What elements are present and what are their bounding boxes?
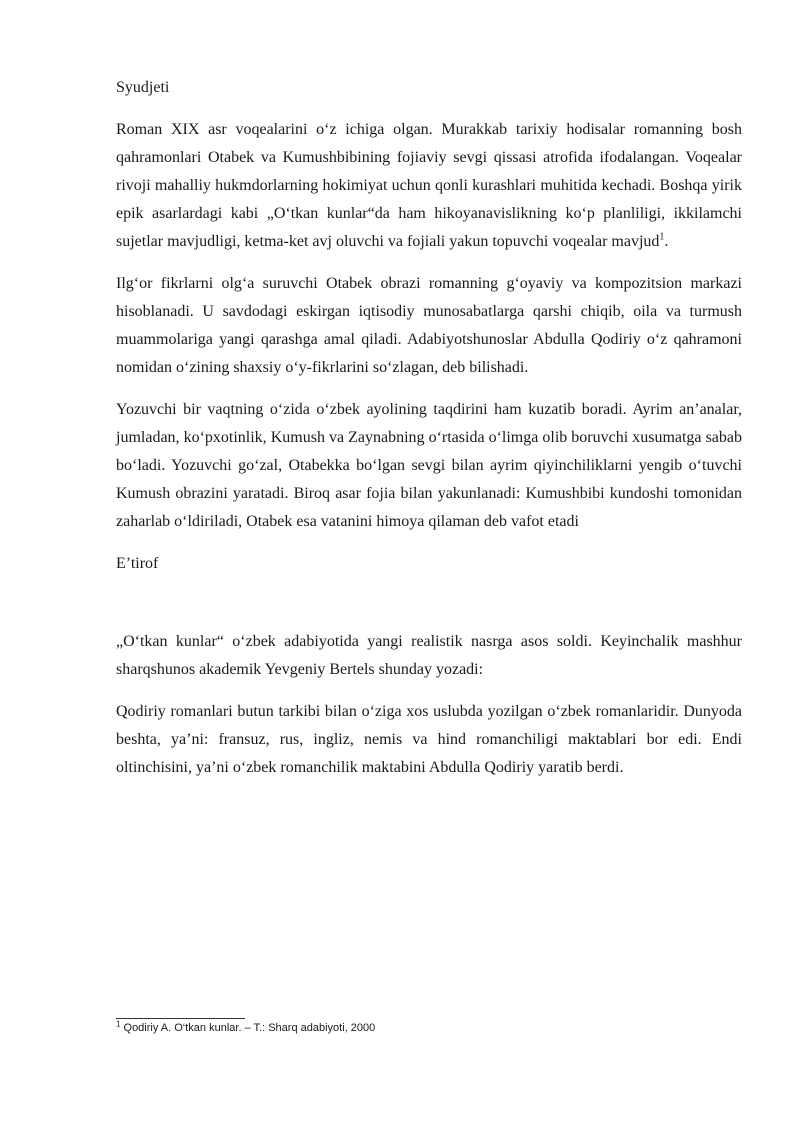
- section-heading-etirof: E’tirof: [116, 555, 159, 572]
- section-heading-syudjet: Syudjeti: [116, 79, 170, 96]
- footnote: [116, 1021, 742, 1035]
- footnote-number: 1: [116, 1019, 121, 1029]
- paragraph-text: Roman XIX asr voqealarini o‘z ichiga olgan. Murakkab tarixiy hodisalar romanning bosh qahramonlari Otabek va Kumushbibining fojiaviy sevgi qissasi atrofida ifodalangan. Voqealar rivoji mahalliy hukmdorlarning hokimiyat uchun qonli kurashlari muhitida kechadi. Boshqa yirik epik asarlardagi kabi „O‘tkan kunlar“da ham hikoyanavislikning ko‘p planliligi, ikkilamchi sujetlar mavjudligi, ketma-ket avj oluvchi va fojiali yakun topuvchi voqealar mavjud: [116, 121, 742, 250]
- paragraph: Qodiriy romanlari butun tarkibi bilan o‘ziga xos uslubda yozilgan o‘zbek romanlaridir. Dunyoda beshta, ya’ni: fransuz, rus, ingliz, nemis va hind romanchiligi maktablari bor edi. Endi oltinchisini, ya’ni o‘zbek romanchilik maktabini Abdulla Qodiriy yaratib berdi.: [116, 703, 742, 776]
- paragraph: Yozuvchi bir vaqtning o‘zida o‘zbek ayolining taqdirini ham kuzatib boradi. Ayrim an’analar, jumladan, ko‘pxotinlik, Kumush va Zaynabning o‘rtasida o‘limga olib boruvchi xusumatga sabab bo‘ladi. Yozuvchi go‘zal, Otabekka bo‘lgan sevgi bilan ayrim qiyinchiliklarni yengib o‘tuvchi Kumush obrazini yaratadi. Biroq asar fojia bilan yakunlanadi: Kumushbibi kundoshi tomonidan zaharlab o‘ldiriladi, Otabek esa vatanini himoya qilaman deb vafot etadi: [116, 401, 742, 530]
- footnote-reference[interactable]: 1: [659, 231, 665, 243]
- paragraph: Ilg‘or fikrlarni olg‘a suruvchi Otabek obrazi romanning g‘oyaviy va kompozitsion markazi hisoblanadi. U savdodagi eskirgan iqtisodiy munosabatlarga qarshi chiqib, oila va turmush muammolariga yangi qarashga amal qiladi. Adabiyotshunoslar Abdulla Qodiriy o‘z qahramoni nomidan o‘zining shaxsiy o‘y-fikrlarini so‘zlagan, deb bilishadi.: [116, 275, 742, 376]
- paragraph-end: .: [664, 233, 669, 250]
- footnote-text: Qodiriy A. O‘tkan kunlar. – T.: Sharq adabiyoti, 2000: [120, 1022, 376, 1034]
- footnote-separator: [116, 1018, 245, 1019]
- paragraph: [116, 116, 742, 256]
- paragraph: „O‘tkan kunlar“ o‘zbek adabiyotida yangi realistik nasrga asos soldi. Keyinchalik mashhur sharqshunos akademik Yevgeniy Bertels shunday yozadi:: [116, 633, 742, 678]
- document-body: [116, 74, 742, 796]
